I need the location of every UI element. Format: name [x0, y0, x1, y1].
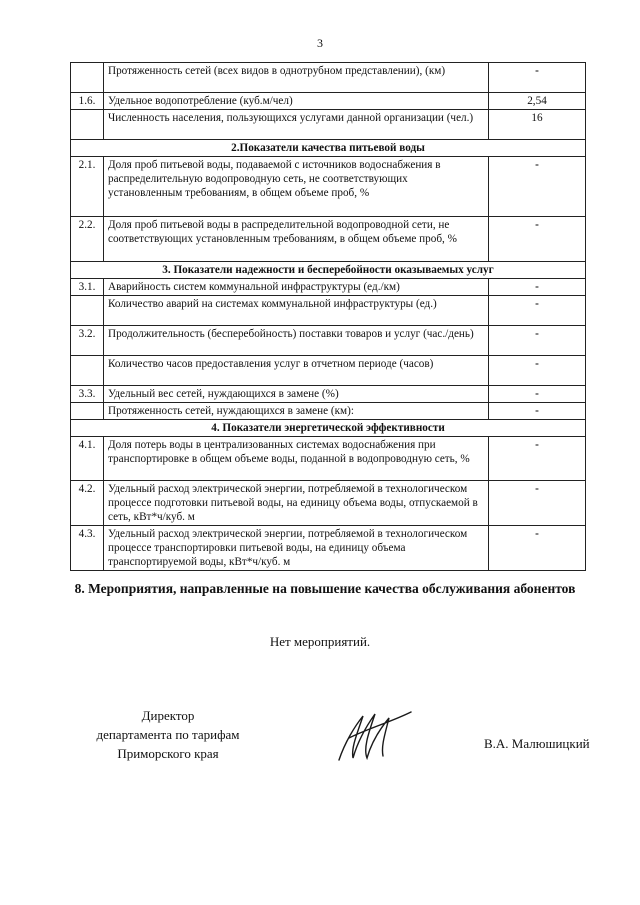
row-value: - — [489, 437, 586, 481]
row-number — [71, 110, 104, 140]
row-value: - — [489, 296, 586, 326]
row-value: - — [489, 356, 586, 386]
row-value: 2,54 — [489, 93, 586, 110]
row-text: Доля проб питьевой воды, подаваемой с источников водоснабжения в распределительную водопроводную сеть, не соответствующих установленным требованиям, в общем объеме проб, % — [104, 157, 489, 217]
table-row — [71, 437, 586, 481]
table-row — [71, 526, 586, 571]
table-row — [71, 481, 586, 526]
row-text: Количество часов предоставления услуг в отчетном периоде (часов) — [104, 356, 489, 386]
row-text: Протяженность сетей, нуждающихся в замене (км): — [104, 403, 489, 420]
row-text: Количество аварий на системах коммунальной инфраструктуры (ед.) — [104, 296, 489, 326]
row-value: - — [489, 326, 586, 356]
row-text: Удельное водопотребление (куб.м/чел) — [104, 93, 489, 110]
table-row — [71, 326, 586, 356]
page-number: 3 — [317, 36, 323, 50]
row-number: 1.6. — [71, 93, 104, 110]
row-value: 16 — [489, 110, 586, 140]
signer-region: Приморского края — [117, 746, 219, 761]
table-row — [71, 356, 586, 386]
row-number — [71, 403, 104, 420]
table-row — [71, 279, 586, 296]
section-8-title: 8. Мероприятия, направленные на повышение качества обслуживания абонентов — [74, 581, 576, 596]
row-text: Доля проб питьевой воды в распределительной водопроводной сети, не соответствующих установленным требованиям, в общем объеме проб, % — [104, 217, 489, 262]
row-number: 3.3. — [71, 386, 104, 403]
row-text: Аварийность систем коммунальной инфраструктуры (ед./км) — [104, 279, 489, 296]
row-number: 3.2. — [71, 326, 104, 356]
row-number — [71, 63, 104, 93]
row-text: Удельный расход электрической энергии, потребляемой в технологическом процессе транспортировки питьевой воды, на единицу объема транспортируемой воды, кВт*ч/куб. м — [104, 526, 489, 571]
row-value: - — [489, 386, 586, 403]
row-text: Протяженность сетей (всех видов в однотрубном представлении), (км) — [104, 63, 489, 93]
table-row — [71, 403, 586, 420]
no-events-text: Нет мероприятий. — [269, 634, 371, 649]
row-number: 2.1. — [71, 157, 104, 217]
table-row — [71, 217, 586, 262]
table-row — [71, 93, 586, 110]
row-value: - — [489, 481, 586, 526]
signer-position — [78, 706, 258, 763]
section-header-row — [71, 140, 586, 157]
section-header-row — [71, 262, 586, 279]
row-number — [71, 296, 104, 326]
section-header: 4. Показатели энергетической эффективности — [71, 420, 586, 437]
row-value: - — [489, 157, 586, 217]
row-value: - — [489, 403, 586, 420]
handwritten-signature-icon — [333, 708, 413, 768]
row-text: Удельный вес сетей, нуждающихся в замене (%) — [104, 386, 489, 403]
section-header: 3. Показатели надежности и бесперебойности оказываемых услуг — [71, 262, 586, 279]
section-header-row — [71, 420, 586, 437]
table-row — [71, 63, 586, 93]
signer-department: департамента по тарифам — [96, 727, 240, 742]
row-value: - — [489, 279, 586, 296]
row-value: - — [489, 526, 586, 571]
row-text: Доля потерь воды в централизованных системах водоснабжения при транспортировке в общем объеме воды, поданной в водопроводную сеть, % — [104, 437, 489, 481]
row-value: - — [489, 217, 586, 262]
row-number: 4.3. — [71, 526, 104, 571]
table-row — [71, 157, 586, 217]
row-number: 3.1. — [71, 279, 104, 296]
indicators-table — [70, 62, 586, 571]
section-header: 2.Показатели качества питьевой воды — [71, 140, 586, 157]
row-number: 4.1. — [71, 437, 104, 481]
signer-title: Директор — [141, 708, 195, 723]
table-row — [71, 386, 586, 403]
table-row — [71, 110, 586, 140]
signer-name: В.А. Малюшицкий — [484, 736, 590, 751]
row-number — [71, 356, 104, 386]
table-row — [71, 296, 586, 326]
row-value: - — [489, 63, 586, 93]
row-number: 2.2. — [71, 217, 104, 262]
row-text: Удельный расход электрической энергии, потребляемой в технологическом процессе подготовки питьевой воды, на единицу объема воды, отпускаемой в сеть, кВт*ч/куб. м — [104, 481, 489, 526]
row-number: 4.2. — [71, 481, 104, 526]
row-text: Продолжительность (бесперебойность) поставки товаров и услуг (час./день) — [104, 326, 489, 356]
row-text: Численность населения, пользующихся услугами данной организации (чел.) — [104, 110, 489, 140]
